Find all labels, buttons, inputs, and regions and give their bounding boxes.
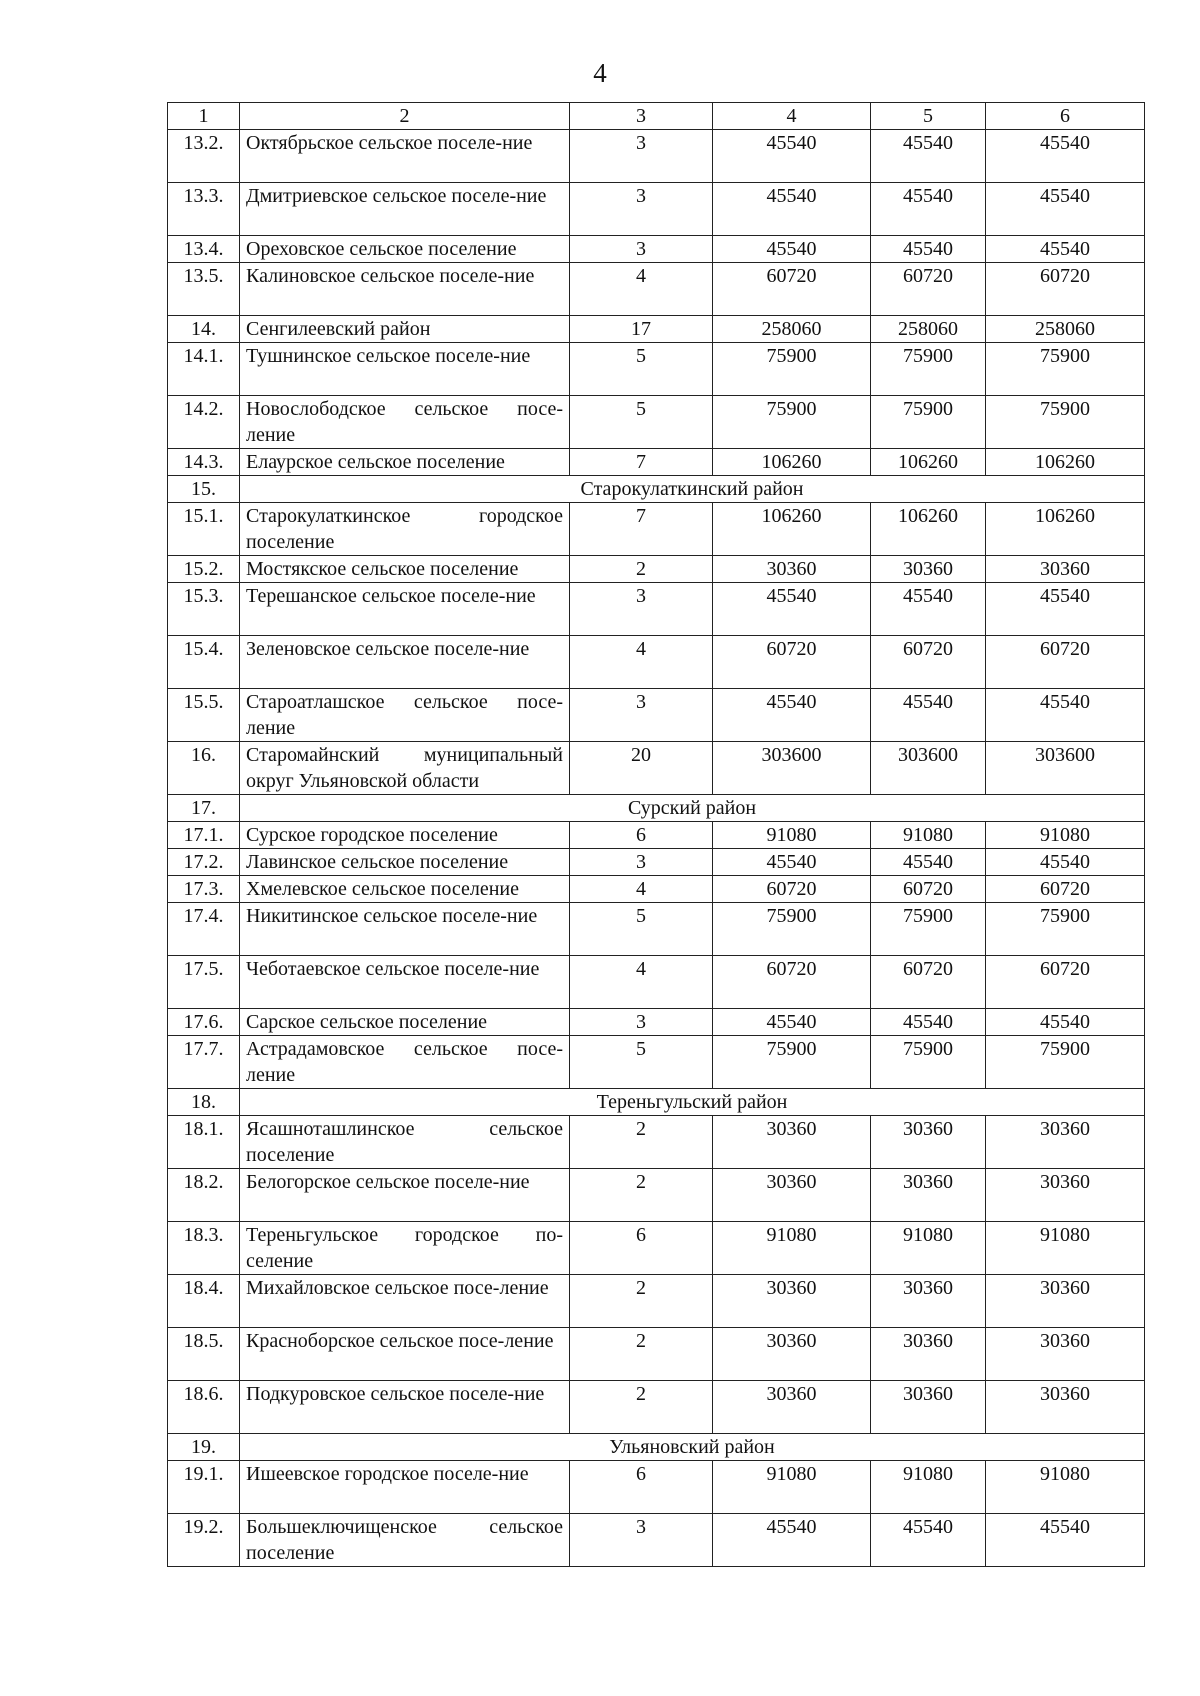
settlement-name: Староатлашское сельское посе-ление	[240, 689, 570, 742]
value-col-5: 75900	[871, 1036, 986, 1089]
value-col-3: 7	[570, 449, 713, 476]
value-col-5: 30360	[871, 1275, 986, 1328]
value-col-6: 75900	[986, 903, 1145, 956]
settlement-name: Терешанское сельское поселе-ние	[240, 583, 570, 636]
table-row	[168, 583, 1145, 636]
value-col-3: 5	[570, 343, 713, 396]
table-row	[168, 449, 1145, 476]
value-col-4: 75900	[713, 903, 871, 956]
value-col-6: 91080	[986, 822, 1145, 849]
table-row	[168, 849, 1145, 876]
value-col-5: 60720	[871, 876, 986, 903]
value-col-5: 75900	[871, 343, 986, 396]
value-col-5: 30360	[871, 556, 986, 583]
value-col-4: 30360	[713, 1116, 871, 1169]
settlement-name: Тереньгульское городское по-селение	[240, 1222, 570, 1275]
value-col-3: 2	[570, 1328, 713, 1381]
value-col-6: 91080	[986, 1461, 1145, 1514]
value-col-5: 45540	[871, 1009, 986, 1036]
settlement-name: Большеключищенское сельское поселение	[240, 1514, 570, 1567]
settlement-name: Тушнинское сельское поселе-ние	[240, 343, 570, 396]
row-number: 13.4.	[168, 236, 240, 263]
row-number: 18.6.	[168, 1381, 240, 1434]
value-col-3: 6	[570, 822, 713, 849]
value-col-3: 2	[570, 556, 713, 583]
settlement-name: Калиновское сельское поселе-ние	[240, 263, 570, 316]
value-col-6: 106260	[986, 503, 1145, 556]
district-row	[168, 1089, 1145, 1116]
value-col-3: 17	[570, 316, 713, 343]
value-col-3: 3	[570, 130, 713, 183]
table-row	[168, 1328, 1145, 1381]
value-col-6: 30360	[986, 556, 1145, 583]
value-col-5: 60720	[871, 263, 986, 316]
value-col-4: 30360	[713, 1328, 871, 1381]
value-col-6: 75900	[986, 1036, 1145, 1089]
value-col-3: 3	[570, 1514, 713, 1567]
value-col-6: 75900	[986, 396, 1145, 449]
value-col-6: 75900	[986, 343, 1145, 396]
row-number: 17.2.	[168, 849, 240, 876]
value-col-4: 45540	[713, 183, 871, 236]
value-col-3: 2	[570, 1169, 713, 1222]
value-col-5: 45540	[871, 130, 986, 183]
value-col-5: 303600	[871, 742, 986, 795]
row-number: 13.5.	[168, 263, 240, 316]
table-row	[168, 903, 1145, 956]
table-row	[168, 343, 1145, 396]
header-cell-5: 5	[871, 103, 986, 130]
row-number: 14.	[168, 316, 240, 343]
value-col-6: 45540	[986, 236, 1145, 263]
value-col-5: 75900	[871, 396, 986, 449]
table-row	[168, 689, 1145, 742]
row-number: 17.	[168, 795, 240, 822]
header-cell-6: 6	[986, 103, 1145, 130]
table-body	[168, 103, 1145, 1567]
value-col-3: 3	[570, 236, 713, 263]
settlement-name: Ореховское сельское поселение	[240, 236, 570, 263]
value-col-6: 30360	[986, 1169, 1145, 1222]
settlement-name: Ясашноташлинское сельское поселение	[240, 1116, 570, 1169]
value-col-6: 30360	[986, 1275, 1145, 1328]
table-row	[168, 1461, 1145, 1514]
header-cell-3: 3	[570, 103, 713, 130]
value-col-5: 91080	[871, 1222, 986, 1275]
value-col-3: 3	[570, 1009, 713, 1036]
settlement-name: Старокулаткинское городское поселение	[240, 503, 570, 556]
settlement-name: Никитинское сельское поселе-ние	[240, 903, 570, 956]
row-number: 15.3.	[168, 583, 240, 636]
value-col-5: 30360	[871, 1169, 986, 1222]
settlement-name: Хмелевское сельское поселение	[240, 876, 570, 903]
table-row	[168, 183, 1145, 236]
district-name: Тереньгульский район	[240, 1089, 1145, 1116]
header-cell-1: 1	[168, 103, 240, 130]
value-col-5: 91080	[871, 822, 986, 849]
value-col-4: 60720	[713, 956, 871, 1009]
value-col-6: 30360	[986, 1116, 1145, 1169]
value-col-4: 45540	[713, 583, 871, 636]
value-col-5: 30360	[871, 1116, 986, 1169]
row-number: 19.2.	[168, 1514, 240, 1567]
value-col-3: 5	[570, 396, 713, 449]
header-cell-4: 4	[713, 103, 871, 130]
value-col-3: 6	[570, 1461, 713, 1514]
settlement-name: Белогорское сельское поселе-ние	[240, 1169, 570, 1222]
value-col-5: 45540	[871, 183, 986, 236]
value-col-4: 30360	[713, 1275, 871, 1328]
value-col-4: 75900	[713, 343, 871, 396]
value-col-4: 75900	[713, 396, 871, 449]
settlement-name: Ишеевское городское поселе-ние	[240, 1461, 570, 1514]
table-row	[168, 556, 1145, 583]
value-col-4: 60720	[713, 876, 871, 903]
district-row	[168, 476, 1145, 503]
value-col-5: 30360	[871, 1381, 986, 1434]
value-col-4: 45540	[713, 1514, 871, 1567]
row-number: 15.1.	[168, 503, 240, 556]
row-number: 14.1.	[168, 343, 240, 396]
row-number: 18.4.	[168, 1275, 240, 1328]
value-col-5: 258060	[871, 316, 986, 343]
district-row	[168, 795, 1145, 822]
settlement-name: Сенгилеевский район	[240, 316, 570, 343]
value-col-3: 3	[570, 849, 713, 876]
value-col-4: 91080	[713, 1461, 871, 1514]
value-col-4: 91080	[713, 1222, 871, 1275]
value-col-3: 4	[570, 956, 713, 1009]
value-col-6: 45540	[986, 689, 1145, 742]
table-row	[168, 1514, 1145, 1567]
value-col-3: 4	[570, 876, 713, 903]
value-col-5: 30360	[871, 1328, 986, 1381]
value-col-4: 45540	[713, 849, 871, 876]
value-col-3: 6	[570, 1222, 713, 1275]
row-number: 15.2.	[168, 556, 240, 583]
settlement-name: Михайловское сельское посе-ление	[240, 1275, 570, 1328]
row-number: 14.3.	[168, 449, 240, 476]
value-col-5: 60720	[871, 636, 986, 689]
value-col-6: 60720	[986, 263, 1145, 316]
value-col-4: 45540	[713, 130, 871, 183]
settlement-name: Астрадамовское сельское посе-ление	[240, 1036, 570, 1089]
value-col-4: 30360	[713, 1169, 871, 1222]
row-number: 15.	[168, 476, 240, 503]
allocation-table	[167, 102, 1145, 1567]
row-number: 17.3.	[168, 876, 240, 903]
value-col-6: 30360	[986, 1328, 1145, 1381]
value-col-4: 45540	[713, 236, 871, 263]
page-number: 4	[593, 58, 607, 88]
value-col-5: 45540	[871, 689, 986, 742]
table-row	[168, 1275, 1145, 1328]
table-row	[168, 1169, 1145, 1222]
table-row	[168, 742, 1145, 795]
value-col-4: 60720	[713, 636, 871, 689]
table-row	[168, 956, 1145, 1009]
row-number: 19.	[168, 1434, 240, 1461]
value-col-4: 91080	[713, 822, 871, 849]
row-number: 13.2.	[168, 130, 240, 183]
value-col-6: 60720	[986, 956, 1145, 1009]
value-col-4: 45540	[713, 1009, 871, 1036]
header-row	[168, 103, 1145, 130]
row-number: 17.7.	[168, 1036, 240, 1089]
table-row	[168, 876, 1145, 903]
value-col-5: 60720	[871, 956, 986, 1009]
value-col-5: 45540	[871, 1514, 986, 1567]
value-col-3: 3	[570, 183, 713, 236]
value-col-5: 45540	[871, 583, 986, 636]
table-row	[168, 236, 1145, 263]
value-col-6: 303600	[986, 742, 1145, 795]
value-col-6: 45540	[986, 849, 1145, 876]
value-col-3: 3	[570, 583, 713, 636]
value-col-4: 106260	[713, 503, 871, 556]
row-number: 18.2.	[168, 1169, 240, 1222]
settlement-name: Чеботаевское сельское поселе-ние	[240, 956, 570, 1009]
value-col-5: 45540	[871, 236, 986, 263]
value-col-3: 2	[570, 1381, 713, 1434]
row-number: 14.2.	[168, 396, 240, 449]
settlement-name: Красноборское сельское посе-ление	[240, 1328, 570, 1381]
district-name: Ульяновский район	[240, 1434, 1145, 1461]
value-col-6: 60720	[986, 636, 1145, 689]
value-col-4: 30360	[713, 556, 871, 583]
value-col-6: 45540	[986, 1009, 1145, 1036]
settlement-name: Подкуровское сельское поселе-ние	[240, 1381, 570, 1434]
value-col-4: 30360	[713, 1381, 871, 1434]
settlement-name: Зеленовское сельское поселе-ние	[240, 636, 570, 689]
district-row	[168, 1434, 1145, 1461]
table-row	[168, 263, 1145, 316]
value-col-4: 106260	[713, 449, 871, 476]
district-name: Сурский район	[240, 795, 1145, 822]
row-number: 18.3.	[168, 1222, 240, 1275]
value-col-4: 258060	[713, 316, 871, 343]
row-number: 17.6.	[168, 1009, 240, 1036]
value-col-6: 45540	[986, 583, 1145, 636]
value-col-6: 45540	[986, 1514, 1145, 1567]
value-col-3: 7	[570, 503, 713, 556]
table-row	[168, 1036, 1145, 1089]
value-col-5: 106260	[871, 503, 986, 556]
table-row	[168, 1222, 1145, 1275]
value-col-6: 258060	[986, 316, 1145, 343]
value-col-3: 5	[570, 1036, 713, 1089]
table-row	[168, 316, 1145, 343]
row-number: 17.4.	[168, 903, 240, 956]
row-number: 17.1.	[168, 822, 240, 849]
settlement-name: Октябрьское сельское поселе-ние	[240, 130, 570, 183]
row-number: 18.5.	[168, 1328, 240, 1381]
value-col-6: 106260	[986, 449, 1145, 476]
value-col-5: 91080	[871, 1461, 986, 1514]
row-number: 13.3.	[168, 183, 240, 236]
value-col-6: 45540	[986, 183, 1145, 236]
district-name: Старокулаткинский район	[240, 476, 1145, 503]
value-col-3: 5	[570, 903, 713, 956]
table-row	[168, 396, 1145, 449]
value-col-4: 303600	[713, 742, 871, 795]
value-col-5: 75900	[871, 903, 986, 956]
header-cell-2: 2	[240, 103, 570, 130]
value-col-3: 4	[570, 636, 713, 689]
row-number: 18.	[168, 1089, 240, 1116]
value-col-3: 2	[570, 1116, 713, 1169]
row-number: 19.1.	[168, 1461, 240, 1514]
value-col-5: 106260	[871, 449, 986, 476]
settlement-name: Новослободское сельское посе-ление	[240, 396, 570, 449]
value-col-3: 3	[570, 689, 713, 742]
value-col-6: 60720	[986, 876, 1145, 903]
settlement-name: Лавинское сельское поселение	[240, 849, 570, 876]
table-row	[168, 636, 1145, 689]
value-col-4: 60720	[713, 263, 871, 316]
value-col-4: 75900	[713, 1036, 871, 1089]
table-row	[168, 822, 1145, 849]
settlement-name: Мостякское сельское поселение	[240, 556, 570, 583]
row-number: 18.1.	[168, 1116, 240, 1169]
value-col-4: 45540	[713, 689, 871, 742]
settlement-name: Дмитриевское сельское поселе-ние	[240, 183, 570, 236]
value-col-3: 20	[570, 742, 713, 795]
settlement-name: Старомайнский муниципальный округ Ульяновской области	[240, 742, 570, 795]
table-row	[168, 1009, 1145, 1036]
value-col-6: 45540	[986, 130, 1145, 183]
row-number: 15.4.	[168, 636, 240, 689]
value-col-6: 91080	[986, 1222, 1145, 1275]
table-row	[168, 503, 1145, 556]
value-col-3: 2	[570, 1275, 713, 1328]
settlement-name: Сурское городское поселение	[240, 822, 570, 849]
value-col-6: 30360	[986, 1381, 1145, 1434]
table-row	[168, 1116, 1145, 1169]
table-row	[168, 130, 1145, 183]
row-number: 15.5.	[168, 689, 240, 742]
settlement-name: Елаурское сельское поселение	[240, 449, 570, 476]
row-number: 16.	[168, 742, 240, 795]
value-col-3: 4	[570, 263, 713, 316]
table-row	[168, 1381, 1145, 1434]
value-col-5: 45540	[871, 849, 986, 876]
settlement-name: Сарское сельское поселение	[240, 1009, 570, 1036]
row-number: 17.5.	[168, 956, 240, 1009]
